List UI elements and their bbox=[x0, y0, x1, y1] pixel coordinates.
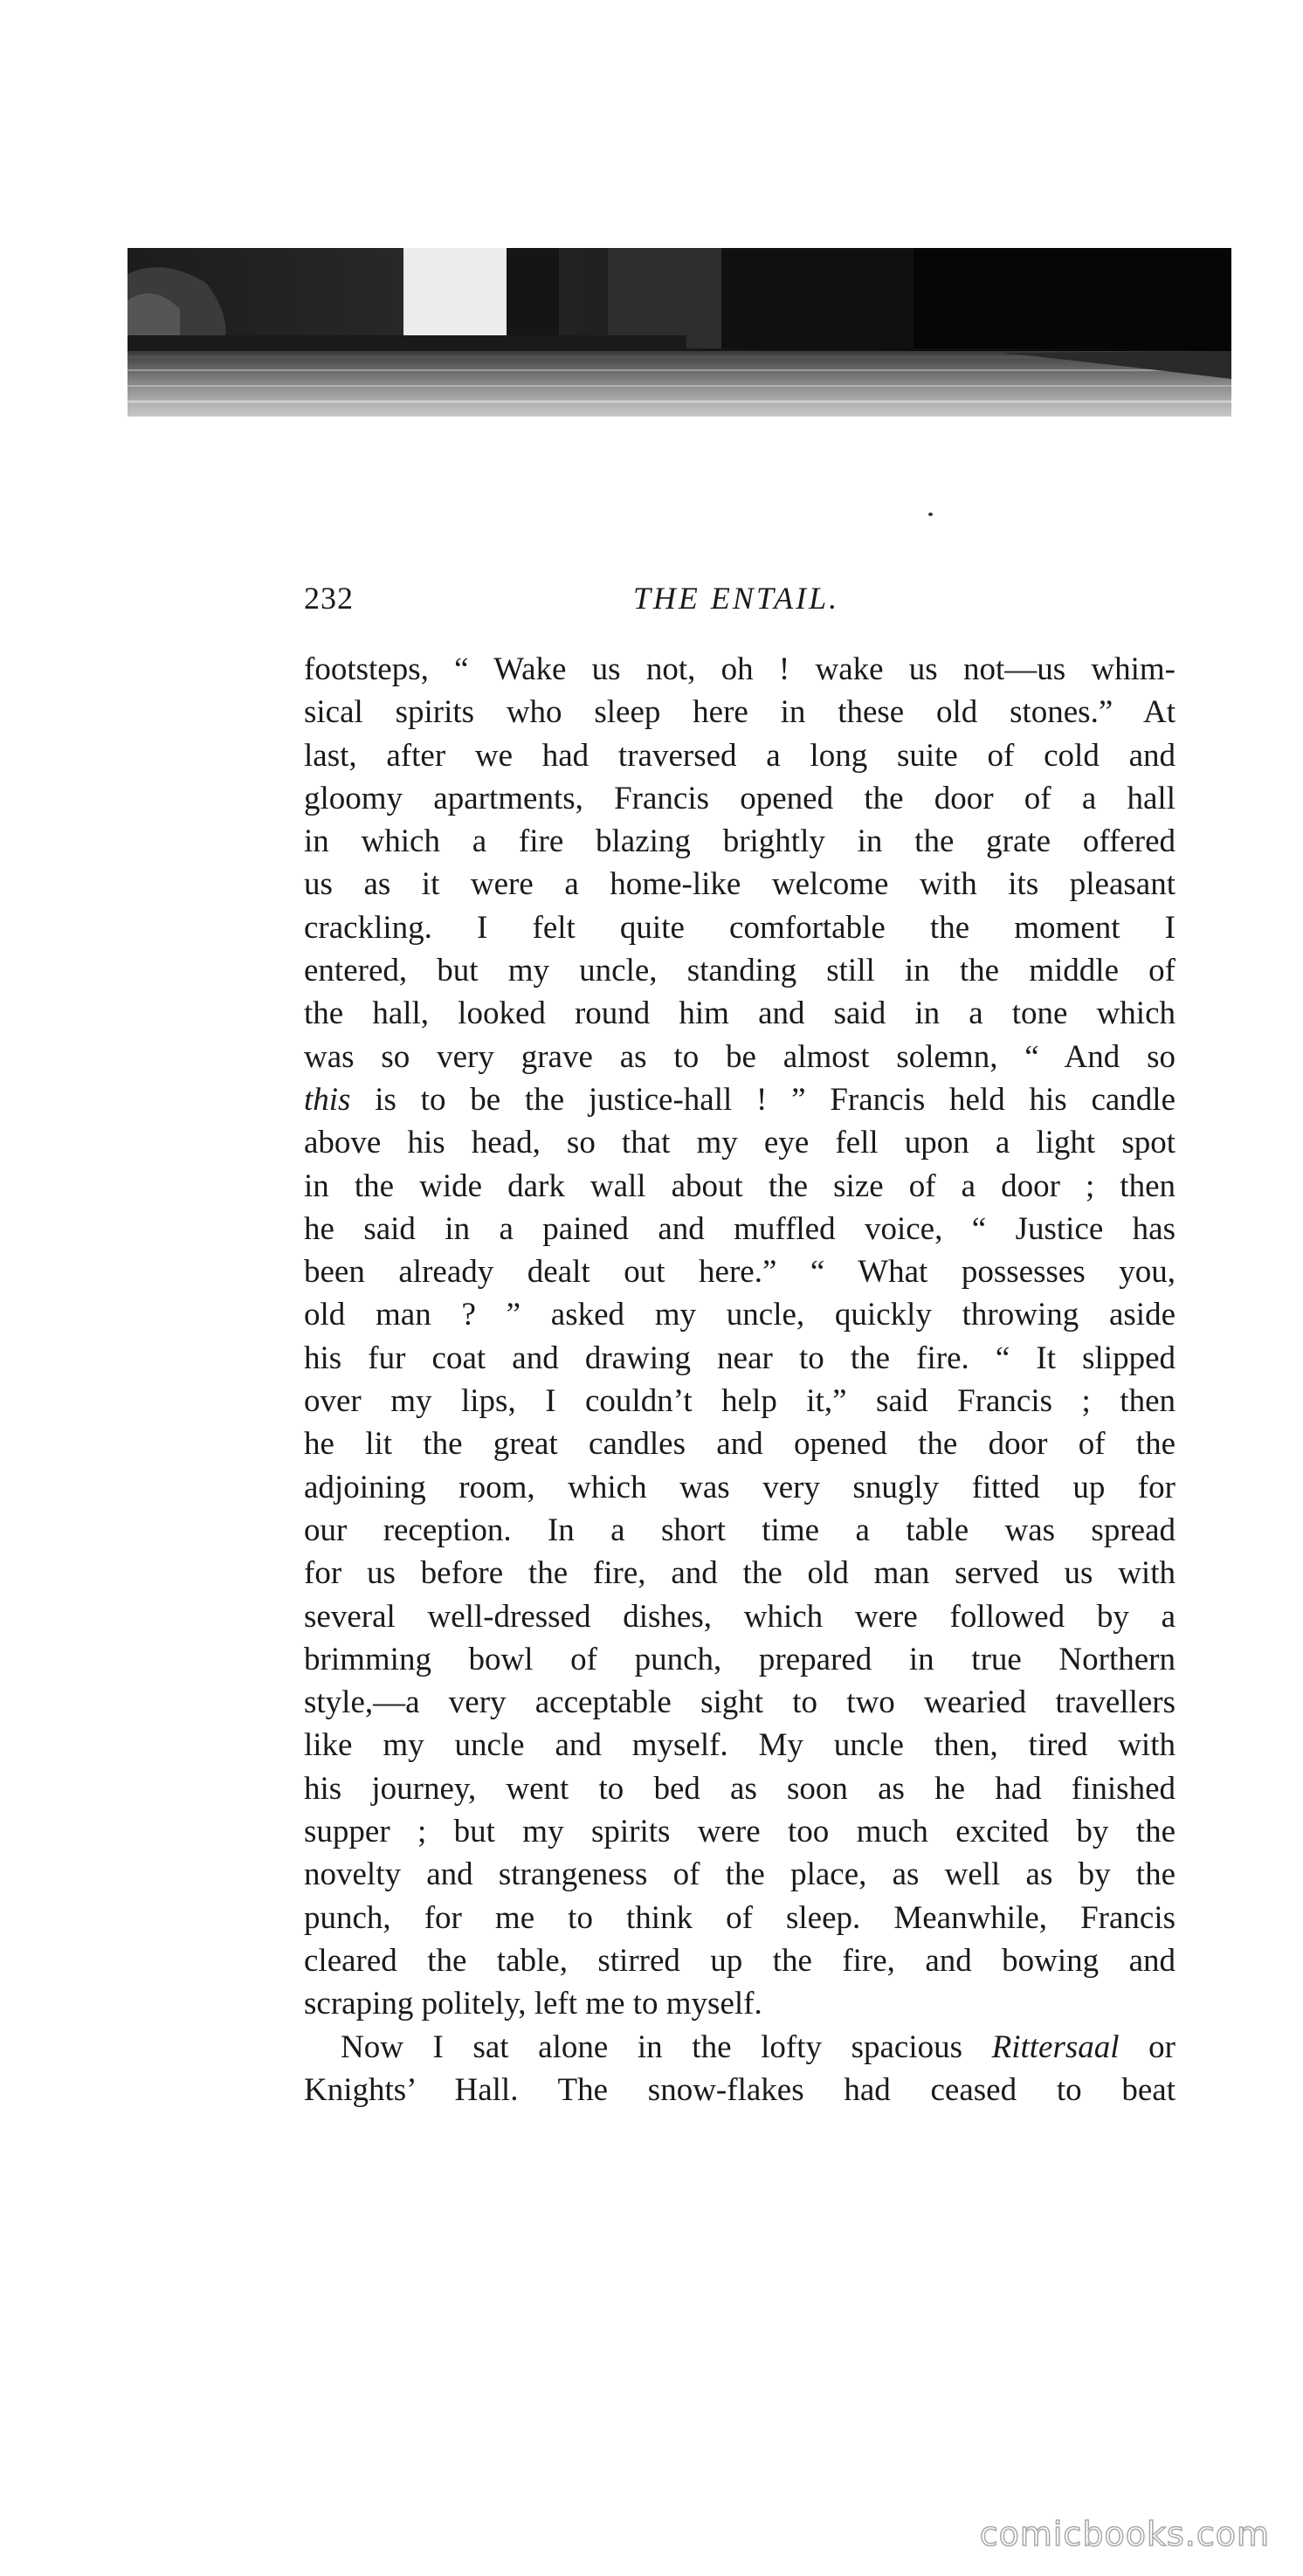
text-line: been already dealt out here.” “ What possesses you, bbox=[304, 1254, 1175, 1291]
text-line bbox=[304, 2026, 1175, 2069]
text-line: sical spirits who sleep here in these old stones.” At bbox=[304, 694, 1175, 731]
text-line: supper ; but my spirits were too much excited by the bbox=[304, 1814, 1175, 1850]
text-line: the hall, looked round him and said in a tone which bbox=[304, 995, 1175, 1032]
italic-text: this bbox=[304, 1081, 351, 1118]
text-line: his journey, went to bed as soon as he had finished bbox=[304, 1770, 1175, 1807]
text-line: like my uncle and myself. My uncle then, tired with bbox=[304, 1727, 1175, 1764]
text-line: us as it were a home-like welcome with its pleasant bbox=[304, 866, 1175, 903]
text-line: was so very grave as to be almost solemn, “ And so bbox=[304, 1038, 1175, 1075]
text-run: is to be the justice-hall ! ” Francis held his candle bbox=[350, 1081, 1175, 1118]
text-line: Knights’ Hall. The snow-flakes had ceased to beat bbox=[304, 2071, 1175, 2108]
text-line: old man ? ” asked my uncle, quickly throwing aside bbox=[304, 1297, 1175, 1333]
text-line: his fur coat and drawing near to the fire. “ It slipped bbox=[304, 1340, 1175, 1376]
text-line: several well-dressed dishes, which were followed by a bbox=[304, 1598, 1175, 1635]
text-run: Now I sat alone in the lofty spacious bbox=[341, 2028, 992, 2065]
text-line bbox=[304, 1078, 1175, 1121]
text-line: adjoining room, which was very snugly fitted up for bbox=[304, 1469, 1175, 1505]
text-line: crackling. I felt quite comfortable the moment I bbox=[304, 909, 1175, 946]
text-line: he said in a pained and muffled voice, “ Justice has bbox=[304, 1210, 1175, 1247]
text-line: last, after we had traversed a long suite of cold and bbox=[304, 737, 1175, 774]
text-line: cleared the table, stirred up the fire, and bowing and bbox=[304, 1942, 1175, 1979]
text-line: punch, for me to think of sleep. Meanwhile, Francis bbox=[304, 1899, 1175, 1936]
text-line: he lit the great candles and opened the door of the bbox=[304, 1426, 1175, 1463]
text-line: our reception. In a short time a table was spread bbox=[304, 1512, 1175, 1548]
text-line: novelty and strangeness of the place, as well as by the bbox=[304, 1856, 1175, 1893]
text-line: scraping politely, left me to myself. bbox=[304, 1986, 762, 2022]
page-number: 232 bbox=[304, 581, 354, 616]
text-line: in which a fire blazing brightly in the grate offered bbox=[304, 823, 1175, 860]
text-line: above his head, so that my eye fell upon a light spot bbox=[304, 1125, 1175, 1161]
text-run: or bbox=[1119, 2028, 1175, 2065]
text-line: gloomy apartments, Francis opened the door of a hall bbox=[304, 780, 1175, 816]
photo-fragment-image bbox=[128, 248, 1231, 417]
text-line: style,—a very acceptable sight to two wearied travellers bbox=[304, 1684, 1175, 1721]
text-line: in the wide dark wall about the size of a door ; then bbox=[304, 1167, 1175, 1204]
body-text bbox=[304, 648, 1175, 2111]
text-line: for us before the fire, and the old man served us with bbox=[304, 1555, 1175, 1592]
top-photo-fragment bbox=[128, 248, 1231, 417]
text-line: brimming bowl of punch, prepared in true Northern bbox=[304, 1641, 1175, 1677]
print-speck bbox=[928, 513, 933, 516]
text-line: entered, but my uncle, standing still in the middle of bbox=[304, 953, 1175, 989]
watermark-logo: comicbooks.com bbox=[979, 2515, 1270, 2553]
running-head bbox=[304, 580, 1169, 623]
italic-text: Rittersaal bbox=[991, 2028, 1120, 2065]
page-title: THE ENTAIL. bbox=[632, 581, 840, 616]
text-line: over my lips, I couldn’t help it,” said Francis ; then bbox=[304, 1383, 1175, 1420]
text-line: footsteps, “ Wake us not, oh ! wake us not—us whim- bbox=[304, 651, 1175, 687]
